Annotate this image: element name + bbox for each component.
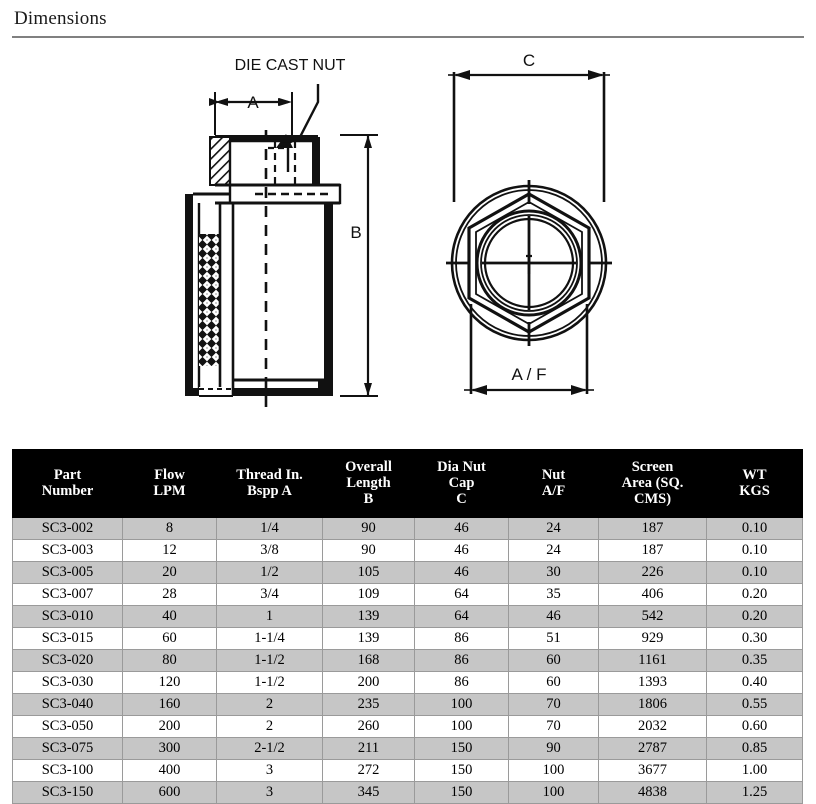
cell-overall-length-b: 235 [323, 694, 415, 716]
cell-flow-lpm: 160 [123, 694, 217, 716]
cell-thread-in-bspp-a: 1-1/2 [217, 650, 323, 672]
strainer-body [185, 130, 340, 408]
cell-thread-in-bspp-a: 1/4 [217, 518, 323, 540]
table-row [13, 760, 803, 782]
column-header-line: Cap [448, 474, 475, 491]
cell-flow-lpm: 120 [123, 672, 217, 694]
column-header-dia-nut-cap-c [415, 450, 509, 518]
cell-part-number: SC3-100 [13, 760, 123, 782]
cell-part-number: SC3-050 [13, 716, 123, 738]
column-header-line: Overall [345, 458, 392, 475]
cell-dia-nut-cap-c: 100 [415, 716, 509, 738]
cell-nut-af: 51 [509, 628, 599, 650]
cell-overall-length-b: 168 [323, 650, 415, 672]
cell-overall-length-b: 272 [323, 760, 415, 782]
cell-screen-area-sq-cms: 4838 [599, 782, 707, 804]
cell-nut-af: 70 [509, 694, 599, 716]
cell-thread-in-bspp-a: 1/2 [217, 562, 323, 584]
cell-wt-kgs: 0.20 [707, 584, 803, 606]
cell-flow-lpm: 600 [123, 782, 217, 804]
cell-thread-in-bspp-a: 3/4 [217, 584, 323, 606]
column-header-nut-af [509, 450, 599, 518]
cell-wt-kgs: 0.30 [707, 628, 803, 650]
cell-overall-length-b: 211 [323, 738, 415, 760]
cell-dia-nut-cap-c: 86 [415, 628, 509, 650]
cell-thread-in-bspp-a: 1-1/4 [217, 628, 323, 650]
dimension-b [340, 135, 378, 396]
column-header-wt-kgs [707, 450, 803, 518]
cell-wt-kgs: 0.60 [707, 716, 803, 738]
cell-part-number: SC3-075 [13, 738, 123, 760]
table-body [13, 518, 803, 804]
cell-flow-lpm: 200 [123, 716, 217, 738]
cell-part-number: SC3-150 [13, 782, 123, 804]
table-row [13, 540, 803, 562]
column-header-line: Length [346, 474, 391, 491]
cell-nut-af: 60 [509, 650, 599, 672]
cell-wt-kgs: 0.10 [707, 562, 803, 584]
cell-flow-lpm: 80 [123, 650, 217, 672]
cell-flow-lpm: 20 [123, 562, 217, 584]
table-row [13, 562, 803, 584]
cell-flow-lpm: 8 [123, 518, 217, 540]
cell-part-number: SC3-015 [13, 628, 123, 650]
column-header-flow-lpm [123, 450, 217, 518]
cell-dia-nut-cap-c: 46 [415, 540, 509, 562]
cell-flow-lpm: 300 [123, 738, 217, 760]
table-row [13, 672, 803, 694]
cell-flow-lpm: 28 [123, 584, 217, 606]
cell-nut-af: 35 [509, 584, 599, 606]
cell-dia-nut-cap-c: 64 [415, 584, 509, 606]
cell-dia-nut-cap-c: 64 [415, 606, 509, 628]
page-header [0, 0, 816, 40]
cell-wt-kgs: 0.10 [707, 518, 803, 540]
column-header-part-number [13, 450, 123, 518]
cell-screen-area-sq-cms: 542 [599, 606, 707, 628]
cell-thread-in-bspp-a: 3 [217, 782, 323, 804]
column-header-line: Area (SQ. [621, 474, 684, 491]
table-row [13, 628, 803, 650]
dimensions-table [12, 449, 803, 804]
cell-wt-kgs: 1.25 [707, 782, 803, 804]
cell-overall-length-b: 200 [323, 672, 415, 694]
cell-part-number: SC3-040 [13, 694, 123, 716]
column-header-thread-in-bspp-a [217, 450, 323, 518]
cell-screen-area-sq-cms: 187 [599, 518, 707, 540]
dimension-a-label: A [247, 93, 259, 112]
cell-overall-length-b: 105 [323, 562, 415, 584]
cell-dia-nut-cap-c: 100 [415, 694, 509, 716]
cell-screen-area-sq-cms: 1393 [599, 672, 707, 694]
cell-nut-af: 46 [509, 606, 599, 628]
cell-thread-in-bspp-a: 1 [217, 606, 323, 628]
strainer-cross-section-drawing [185, 57, 378, 408]
table-row [13, 606, 803, 628]
cell-overall-length-b: 139 [323, 606, 415, 628]
cell-thread-in-bspp-a: 2 [217, 716, 323, 738]
cell-nut-af: 24 [509, 518, 599, 540]
dimension-b-label: B [350, 223, 362, 242]
table-row [13, 650, 803, 672]
cell-part-number: SC3-005 [13, 562, 123, 584]
column-header-line: Flow [154, 466, 185, 483]
nut-end-view-drawing [446, 51, 612, 395]
cell-part-number: SC3-020 [13, 650, 123, 672]
cell-wt-kgs: 0.20 [707, 606, 803, 628]
cell-nut-af: 70 [509, 716, 599, 738]
cell-thread-in-bspp-a: 3/8 [217, 540, 323, 562]
cell-part-number: SC3-010 [13, 606, 123, 628]
cell-screen-area-sq-cms: 1806 [599, 694, 707, 716]
table-header-row [13, 450, 803, 518]
cell-dia-nut-cap-c: 150 [415, 760, 509, 782]
cell-nut-af: 100 [509, 760, 599, 782]
column-header-line: KGS [739, 483, 770, 499]
cell-dia-nut-cap-c: 46 [415, 562, 509, 584]
cell-part-number: SC3-002 [13, 518, 123, 540]
column-header-overall-length-b [323, 450, 415, 518]
cell-part-number: SC3-007 [13, 584, 123, 606]
cell-screen-area-sq-cms: 3677 [599, 760, 707, 782]
column-header-line: C [456, 491, 467, 508]
dimension-af-label: A / F [511, 365, 547, 384]
column-header-line: Thread In. [236, 466, 303, 483]
cell-screen-area-sq-cms: 226 [599, 562, 707, 584]
column-header-screen-area-sq-cms [599, 450, 707, 518]
cell-thread-in-bspp-a: 1-1/2 [217, 672, 323, 694]
cell-nut-af: 30 [509, 562, 599, 584]
dimension-c-label: C [522, 51, 536, 70]
cell-flow-lpm: 400 [123, 760, 217, 782]
table-row [13, 518, 803, 540]
table-row [13, 738, 803, 760]
column-header-line: Nut [541, 466, 566, 483]
column-header-line: CMS) [633, 491, 672, 508]
cell-part-number: SC3-003 [13, 540, 123, 562]
cell-part-number: SC3-030 [13, 672, 123, 694]
cell-thread-in-bspp-a: 3 [217, 760, 323, 782]
column-header-line: Screen [631, 458, 674, 475]
cell-wt-kgs: 1.00 [707, 760, 803, 782]
cell-wt-kgs: 0.40 [707, 672, 803, 694]
table-row [13, 716, 803, 738]
cell-nut-af: 24 [509, 540, 599, 562]
cell-overall-length-b: 90 [323, 518, 415, 540]
technical-drawings [0, 42, 816, 432]
cell-dia-nut-cap-c: 86 [415, 672, 509, 694]
cell-flow-lpm: 12 [123, 540, 217, 562]
cell-screen-area-sq-cms: 406 [599, 584, 707, 606]
cell-nut-af: 60 [509, 672, 599, 694]
cell-screen-area-sq-cms: 2787 [599, 738, 707, 760]
column-header-line: B [363, 491, 374, 508]
table-row [13, 782, 803, 804]
table-header [13, 450, 803, 518]
title-divider [12, 36, 804, 38]
column-header-line: Number [41, 483, 94, 499]
cell-dia-nut-cap-c: 46 [415, 518, 509, 540]
cell-flow-lpm: 60 [123, 628, 217, 650]
column-header-line: Dia Nut [437, 458, 486, 475]
cell-dia-nut-cap-c: 150 [415, 738, 509, 760]
cell-wt-kgs: 0.35 [707, 650, 803, 672]
cell-screen-area-sq-cms: 929 [599, 628, 707, 650]
column-header-line: Bspp A [247, 483, 292, 499]
cell-wt-kgs: 0.55 [707, 694, 803, 716]
table-row [13, 584, 803, 606]
cell-nut-af: 100 [509, 782, 599, 804]
cell-dia-nut-cap-c: 86 [415, 650, 509, 672]
cell-screen-area-sq-cms: 187 [599, 540, 707, 562]
cell-overall-length-b: 109 [323, 584, 415, 606]
cell-screen-area-sq-cms: 1161 [599, 650, 707, 672]
cell-thread-in-bspp-a: 2 [217, 694, 323, 716]
dimensions-table-container [12, 449, 802, 804]
column-header-line: WT [742, 466, 767, 483]
page-title: Dimensions [14, 8, 107, 29]
cell-overall-length-b: 260 [323, 716, 415, 738]
column-header-line: A/F [541, 483, 566, 499]
cell-overall-length-b: 90 [323, 540, 415, 562]
cell-dia-nut-cap-c: 150 [415, 782, 509, 804]
cell-screen-area-sq-cms: 2032 [599, 716, 707, 738]
column-header-line: LPM [153, 483, 186, 499]
cell-flow-lpm: 40 [123, 606, 217, 628]
column-header-line: Part [53, 466, 82, 483]
table-row [13, 694, 803, 716]
cell-thread-in-bspp-a: 2-1/2 [217, 738, 323, 760]
die-cast-nut-label: DIE CAST NUT [234, 57, 346, 74]
cell-nut-af: 90 [509, 738, 599, 760]
cell-overall-length-b: 345 [323, 782, 415, 804]
cell-wt-kgs: 0.85 [707, 738, 803, 760]
cell-wt-kgs: 0.10 [707, 540, 803, 562]
cell-overall-length-b: 139 [323, 628, 415, 650]
drawings-canvas [0, 42, 816, 432]
